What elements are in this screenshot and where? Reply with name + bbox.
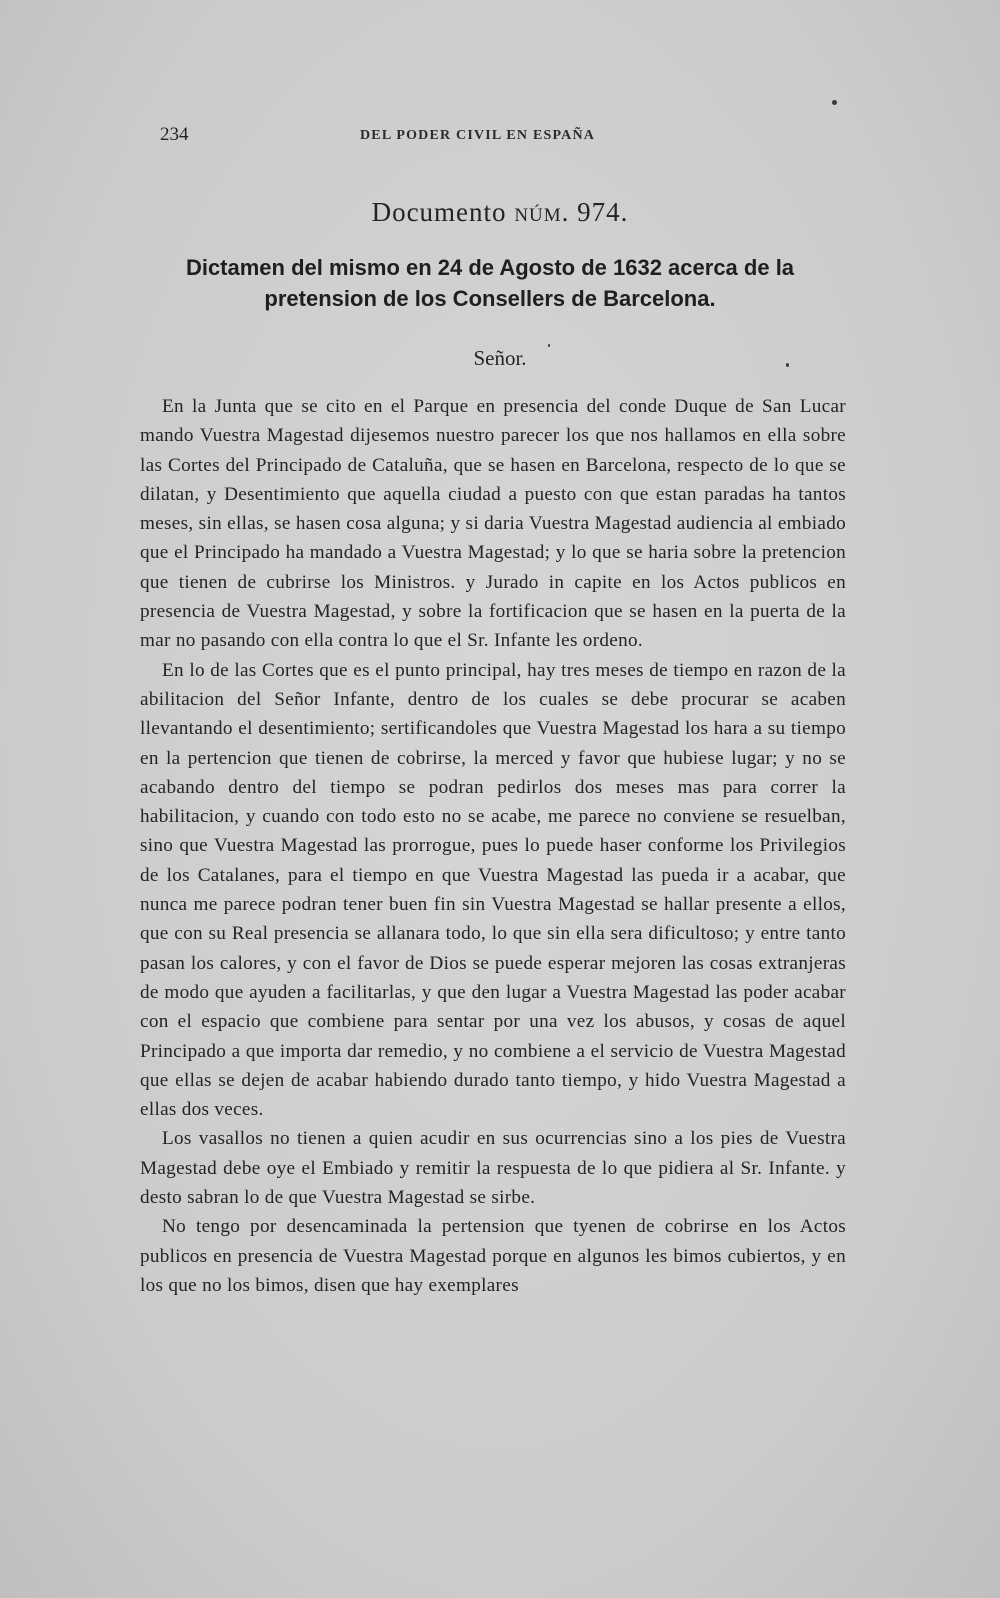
document-subtitle: Dictamen del mismo en 24 de Agosto de 1632 acerca de la pretension de los Consellers de Barcelona. [185,255,795,311]
body-text [140,392,846,1300]
salutation: Señor. [473,346,527,370]
paper-speck [832,100,837,105]
document-number: núm. 974. [514,197,629,227]
paragraph-2: En lo de las Cortes que es el punto principal, hay tres meses de tiempo en razon de la abilitacion del Señor Infante, dentro de los cuales se debe procurar se acaben llevantando el desentimiento; sertificandoles que Vuestra Magestad los hara a su tiempo en la pertencion que tienen de cobrirse, la merced y favor que hubiese lugar; y no se acabando dentro del tiempo se podran pedirlos dos meses mas para correr la habilitacion, y cuando con todo esto no se acabe, me parece no conviene se resuelban, sino que Vuestra Magestad las prorrogue, pues lo puede haser conforme los Privilegios de los Catalanes, para el tiempo en que Vuestra Magestad las pueda ir a acabar, que nunca me parece podran tener buen fin sin Vuestra Magestad se hallar presente a ellos, que con su Real presencia se allanara todo, lo que sin ella sera dificultoso; y entre tanto pasan los calores, y con el favor de Dios se puede esperar mejoren las cosas extranjeras de modo que ayuden a facilitarlas, y que den lugar a Vuestra Magestad las poder acabar con el espacio que combiene para sentar por una vez los abusos, y cosas de aquel Principado a que importa dar remedio, y no combiene a el servicio de Vuestra Magestad que ellas se dejen de acabar habiendo durado tanto tiempo, y hido Vuestra Magestad a ellas dos veces. [140,659,846,1121]
paragraph-1: En la Junta que se cito en el Parque en presencia del conde Duque de San Lucar mando Vuestra Magestad dijesemos nuestro parecer los que nos hallamos en ella sobre las Cortes del Principado de Cataluña, que se hasen en Barcelona, respecto de lo que se dilatan, y Desentimiento que aquella ciudad a puesto con que estan paradas ha tantos meses, sin ellas, se hasen cosa alguna; y si daria Vuestra Magestad audiencia al embiado que el Principado ha mandado a Vuestra Magestad; y lo que se haria sobre la pretencion que tienen de cubrirse los Ministros. y Jurado in capite en los Actos publicos en presencia de Vuestra Magestad, y sobre la fortificacion que se hasen en la puerta de la mar no pasando con ella contra lo que el Sr. Infante les ordeno. [140,396,846,652]
paragraph-3: Los vasallos no tienen a quien acudir en sus ocurrencias sino a los pies de Vuestra Magestad debe oye el Embiado y remitir la respuesta de lo que pidiera al Sr. Infante. y desto sabran lo de que Vuestra Magestad se sirbe. [140,1128,846,1209]
document-title [0,197,1000,228]
page-number: 234 [160,124,189,145]
paper-speck [548,344,550,347]
paragraph-4: No tengo por desencaminada la pertension que tyenen de cobrirse en los Actos publicos en presencia de Vuestra Magestad porque en algunos les bimos cubiertos, y en los que no los bimos, disen que hay exemplares [140,1216,846,1296]
document-title-label: Documento [371,197,507,227]
page-header [160,124,840,150]
running-title: DEL PODER CIVIL EN ESPAÑA [360,128,596,143]
paper-speck [786,363,789,367]
